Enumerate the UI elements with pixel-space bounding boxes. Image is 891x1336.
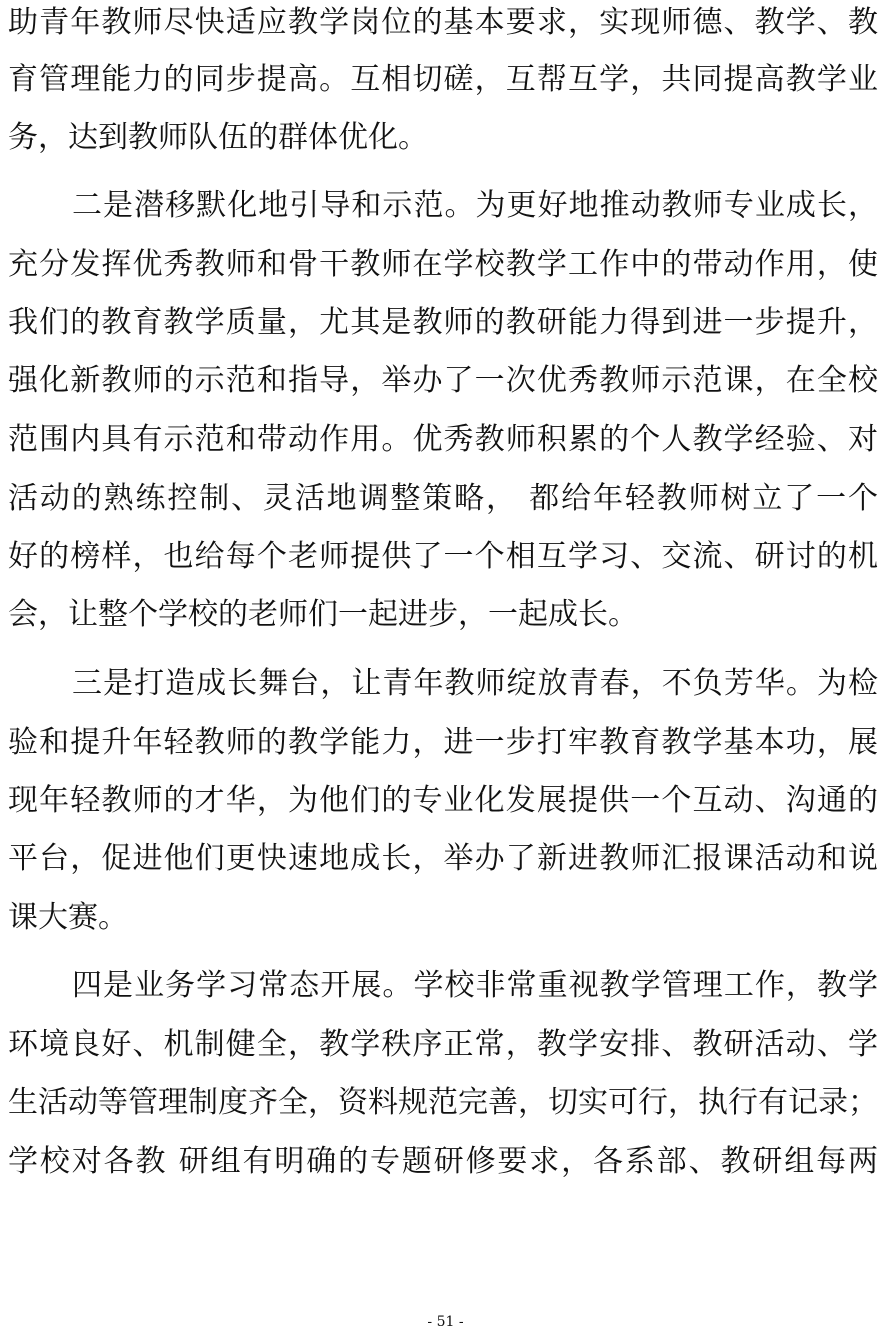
paragraph-4-line-1: 四是业务学习常态开展。学校非常重视教学管理工作，教学: [72, 968, 878, 1003]
paragraph-2-line-5: 范围内具有示范和带动作用。优秀教师积累的个人教学经验、对: [8, 422, 878, 457]
paragraph-3-line-3: 现年轻教师的才华，为他们的专业化发展提供一个互动、沟通的: [8, 783, 878, 818]
paragraph-3-line-5: 课大赛。: [8, 900, 128, 935]
paragraph-2-line-2: 充分发挥优秀教师和骨干教师在学校教学工作中的带动作用，使: [8, 247, 878, 282]
paragraph-3-line-1: 三是打造成长舞台，让青年教师绽放青春，不负芳华。为检: [72, 666, 878, 701]
paragraph-4-line-4: 学校对各教 研组有明确的专题研修要求，各系部、教研组每两: [8, 1144, 878, 1179]
paragraph-2-line-6: 活动的熟练控制、灵活地调整策略， 都给年轻教师树立了一个: [8, 481, 878, 516]
paragraph-2-line-3: 我们的教育教学质量，尤其是教师的教研能力得到进一步提升，: [8, 305, 878, 340]
paragraph-3-line-2: 验和提升年轻教师的教学能力，进一步打牢教育教学基本功，展: [8, 725, 878, 760]
paragraph-3-line-4: 平台，促进他们更快速地成长，举办了新进教师汇报课活动和说: [8, 841, 878, 876]
paragraph-1-line-1: 助青年教师尽快适应教学岗位的基本要求，实现师德、教学、教: [8, 5, 878, 40]
paragraph-4-line-2: 环境良好、机制健全，教学秩序正常，教学安排、教研活动、学: [8, 1027, 878, 1062]
paragraph-2-line-7: 好的榜样，也给每个老师提供了一个相互学习、交流、研讨的机: [8, 539, 878, 574]
paragraph-2-line-1: 二是潜移默化地引导和示范。为更好地推动教师专业成长，: [72, 188, 878, 223]
paragraph-2-line-8: 会，让整个学校的老师们一起进步，一起成长。: [8, 597, 638, 632]
paragraph-4-line-3: 生活动等管理制度齐全，资料规范完善，切实可行，执行有记录；: [8, 1085, 878, 1120]
page-number: - 51 -: [427, 1314, 464, 1330]
paragraph-1-line-3: 务，达到教师队伍的群体优化。: [8, 120, 428, 155]
paragraph-1-line-2: 育管理能力的同步提高。互相切磋，互帮互学，共同提高教学业: [8, 62, 878, 97]
paragraph-2-line-4: 强化新教师的示范和指导，举办了一次优秀教师示范课，在全校: [8, 363, 878, 398]
